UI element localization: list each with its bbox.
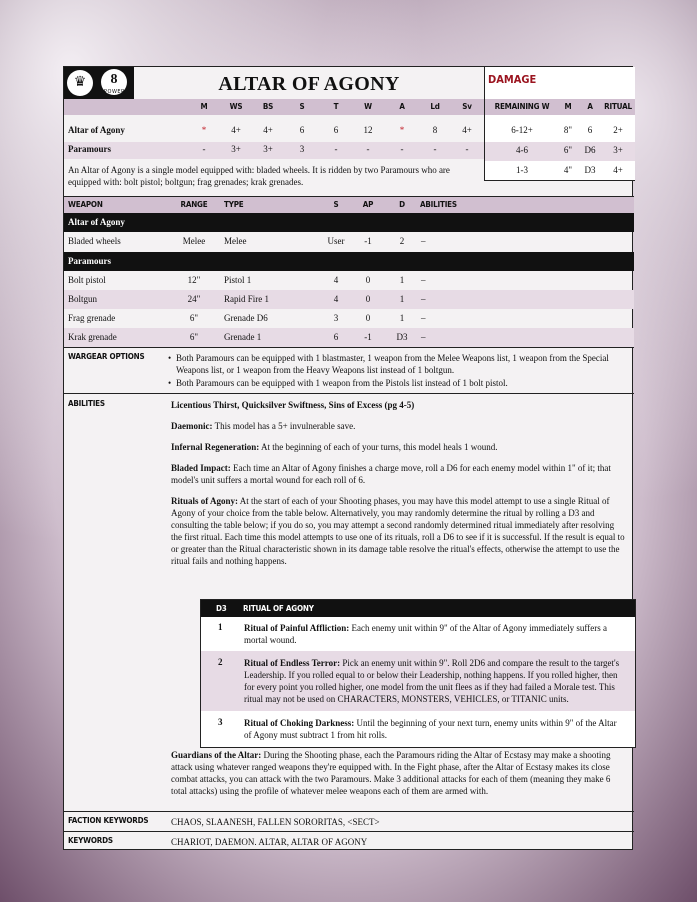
weapon-ap: -1 — [364, 236, 372, 246]
faction-keywords-label: FACTION KEYWORDS — [68, 816, 149, 825]
stat-value: 3 — [299, 144, 305, 154]
weapon-type: Grenade D6 — [224, 313, 268, 323]
weapon-abilities: – — [421, 332, 426, 342]
weapon-s: 3 — [333, 313, 339, 323]
weapon-row — [64, 232, 634, 251]
ritual-number: 1 — [218, 622, 223, 632]
weapon-d: 1 — [399, 275, 405, 285]
stat-row — [64, 123, 484, 140]
stat-value: - — [400, 144, 404, 154]
ability-entry: Rituals of Agony: At the start of each of your Shooting phases, you may have this model attempt to use a single Ritual of Agony of your choice from the table below. Alternatively, you may randomly determine the ritual by rolling a D3 and consulting the table below; if you do so, you may attempt a second randomly determined ritual immediately after resolving the first ritual. Each time this model attempts to use one of its rituals, roll a D6 to see if it is successful. If the result is equal to or greater than the Ritual characteristic shown in its damage table resolve the ritual's effects, otherwise the attempt to use the ritual fails and nothing happens. — [171, 496, 625, 566]
damage-value: 1-3 — [516, 165, 528, 175]
power-value: 8 — [101, 69, 127, 95]
wargear-section — [64, 347, 634, 394]
weapon-header — [64, 196, 634, 213]
ritual-row: 2 Ritual of Endless Terror: Pick an enemy unit within 9". Roll 2D6 and compare the result to the target's Leadership. If you rolled equal to or below their Leadership, nothing happens. If you rolled higher, then for every point you rolled higher, one model from the unit flees as if they had failed a Morale test. This ritual may not be used on CHARACTERS, MONSTERS, VEHICLES, or TITANIC units. — [201, 651, 635, 711]
damage-value: 8" — [563, 125, 573, 135]
stat-value: 8 — [432, 125, 438, 135]
weapon-row — [64, 328, 634, 347]
damage-value: 4" — [563, 165, 573, 175]
weapon-row — [64, 290, 634, 309]
stat-header-ws: WS — [229, 102, 243, 111]
stat-value: - — [202, 144, 206, 154]
damage-value: D3 — [584, 165, 596, 175]
weapon-abilities: – — [421, 313, 426, 323]
stat-row-name: Paramours — [68, 144, 111, 154]
wargear-options — [168, 352, 626, 389]
stat-header-sv: Sv — [462, 102, 472, 111]
ritual-number: 3 — [218, 717, 223, 727]
ritual-header-d3: D3 — [216, 604, 227, 613]
weapon-header-s: S — [333, 200, 339, 209]
damage-value: 4+ — [613, 165, 623, 175]
weapon-type: Pistol 1 — [224, 275, 252, 285]
damage-header — [485, 99, 635, 115]
weapon-group-name: Altar of Agony — [68, 217, 125, 227]
weapon-abilities: – — [421, 294, 426, 304]
damage-value: 6-12+ — [511, 125, 533, 135]
damage-value: 3+ — [613, 145, 623, 155]
weapon-ap: 0 — [365, 294, 371, 304]
weapon-ap: -1 — [364, 332, 372, 342]
abilities-intro: Licentious Thirst, Quicksilver Swiftness, Sins of Excess (pg 4-5) — [171, 400, 415, 410]
damage-header-m: M — [564, 102, 572, 111]
weapon-name: Bolt pistol — [68, 275, 106, 285]
stat-row — [64, 142, 484, 159]
damage-row — [485, 142, 635, 161]
ritual-number: 2 — [218, 657, 223, 667]
stat-value: 4+ — [263, 125, 273, 135]
weapon-ap: 0 — [365, 275, 371, 285]
keywords-section — [64, 831, 634, 851]
stat-value: 4+ — [462, 125, 472, 135]
damage-title: DAMAGE — [488, 73, 537, 86]
weapon-row — [64, 271, 634, 290]
wargear-option: • Both Paramours can be equipped with 1 weapon from the Pistols list instead of 1 bolt pistol. — [168, 378, 508, 388]
keywords-label: KEYWORDS — [68, 836, 113, 845]
unit-description: An Altar of Agony is a single model equipped with: bladed wheels. It is ridden by two Paramours who are equipped with: bolt pistol; boltgun; frag grenades; krak grenades. — [68, 165, 450, 187]
stat-header-a: A — [399, 102, 405, 111]
weapon-header-d: D — [399, 200, 405, 209]
stat-header-m: M — [200, 102, 208, 111]
weapon-group-header — [64, 213, 634, 232]
ritual-header-name: RITUAL OF AGONY — [243, 604, 314, 613]
damage-row — [485, 163, 635, 180]
abilities-label: ABILITIES — [68, 399, 105, 408]
damage-header-ritual: RITUAL — [604, 102, 632, 111]
damage-value: 6" — [563, 145, 573, 155]
weapon-abilities: – — [421, 275, 426, 285]
weapon-type: Grenade 1 — [224, 332, 262, 342]
ability-entry: Guardians of the Altar: During the Shooting phase, each the Paramours riding the Altar of Ecstasy may make a shooting attack using whatever ranged weapons they're equipped with. In the Fight phase, after the Altar of Ecstasy makes its close combat attacks, you can attack with the two Paramours. Make 3 additional attacks for each of them (meaning they make 6 total attacks) using the profile of whatever melee weapons each of them are armed with. — [171, 750, 611, 796]
ritual-row: 3 Ritual of Choking Darkness: Until the beginning of your next turn, enemy units within 9" of the Altar of Agony must subtract 1 from hit rolls. — [218, 717, 617, 740]
weapon-header-weapon: WEAPON — [68, 200, 103, 209]
weapon-header-range: RANGE — [180, 200, 208, 209]
wargear-option: • Both Paramours can be equipped with 1 blastmaster, 1 weapon from the Melee Weapons list, 1 weapon from the Special Weapons list, or 1 weapon from the Heavy Weapons list instead of 1 boltgun. — [168, 353, 609, 375]
crown-icon: ♛ — [67, 70, 93, 96]
keywords-value: CHARIOT, DAEMON. ALTAR, ALTAR OF AGONY — [171, 837, 368, 847]
weapon-d: 1 — [399, 294, 405, 304]
weapon-s: 4 — [333, 294, 339, 304]
stat-value: 6 — [299, 125, 305, 135]
weapon-name: Frag grenade — [68, 313, 116, 323]
power-label: POWER — [104, 89, 126, 95]
ability-entry: Bladed Impact: Each time an Altar of Agony finishes a charge move, roll a D6 for each enemy model within 1" of it; that model's unit suffers a mortal wound for each roll of 6. — [171, 463, 611, 485]
weapon-group-name: Paramours — [68, 256, 111, 266]
weapon-name: Bladed wheels — [68, 236, 121, 246]
stat-value: - — [433, 144, 437, 154]
weapon-type: Rapid Fire 1 — [224, 294, 269, 304]
stat-value: * — [201, 125, 207, 135]
damage-value: D6 — [584, 145, 596, 155]
stat-value: - — [366, 144, 370, 154]
weapon-header-abilities: ABILITIES — [420, 200, 457, 209]
faction-keywords-value: CHAOS, SLAANESH, FALLEN SORORITAS, <SECT> — [171, 817, 380, 827]
weapon-name: Boltgun — [68, 294, 98, 304]
weapon-group-header — [64, 252, 634, 271]
ability-entry: Daemonic: This model has a 5+ invulnerable save. — [171, 421, 356, 431]
weapon-header-ap: AP — [362, 200, 374, 209]
weapon-range: 24" — [187, 294, 201, 304]
datasheet — [63, 66, 633, 850]
weapon-d: D3 — [396, 332, 408, 342]
weapon-s: User — [327, 236, 345, 246]
ritual-row: 1 Ritual of Painful Affliction: Each enemy unit within 9" of the Altar of Agony immediately suffers a mortal wound. — [218, 622, 607, 645]
damage-row — [485, 123, 635, 140]
stat-header-bs: BS — [262, 102, 274, 111]
weapon-name: Krak grenade — [68, 332, 117, 342]
stat-value: 12 — [363, 125, 373, 135]
weapon-s: 6 — [333, 332, 339, 342]
weapon-d: 2 — [399, 236, 405, 246]
ability-entry: Infernal Regeneration: At the beginning of each of your turns, this model heals 1 wound. — [171, 442, 498, 452]
stat-value: * — [399, 125, 405, 135]
stat-header-w: W — [364, 102, 372, 111]
unit-title: ALTAR OF AGONY — [218, 73, 400, 95]
ritual-table — [200, 599, 636, 748]
weapon-row — [64, 309, 634, 328]
stat-value: - — [465, 144, 469, 154]
stat-header — [64, 99, 484, 115]
stat-value: 4+ — [231, 125, 241, 135]
damage-header-a: A — [587, 102, 593, 111]
damage-value: 4-6 — [516, 145, 528, 155]
damage-header-w: REMAINING W — [494, 102, 550, 111]
damage-value: 2+ — [613, 125, 623, 135]
faction-keywords-section — [64, 811, 634, 832]
weapon-range: 6" — [189, 332, 199, 342]
weapon-range: Melee — [182, 236, 206, 246]
abilities-text — [171, 399, 627, 576]
weapon-ap: 0 — [365, 313, 371, 323]
wargear-label: WARGEAR OPTIONS — [68, 352, 145, 361]
stat-header-s: S — [299, 102, 305, 111]
weapon-abilities: – — [421, 236, 426, 246]
stat-value: 3+ — [231, 144, 241, 154]
weapon-s: 4 — [333, 275, 339, 285]
stat-value: - — [334, 144, 338, 154]
weapon-range: 12" — [187, 275, 201, 285]
weapon-range: 6" — [189, 313, 199, 323]
power-badge — [64, 67, 134, 99]
weapon-d: 1 — [399, 313, 405, 323]
stat-value: 3+ — [263, 144, 273, 154]
stat-value: 6 — [333, 125, 339, 135]
stat-header-t: T — [333, 102, 339, 111]
ritual-header — [201, 600, 635, 617]
damage-value: 6 — [587, 125, 593, 135]
stat-row-name: Altar of Agony — [68, 125, 125, 135]
stat-header-ld: Ld — [430, 102, 440, 111]
weapon-header-type: TYPE — [224, 200, 244, 209]
weapon-type: Melee — [224, 236, 247, 246]
damage-table — [484, 67, 635, 181]
